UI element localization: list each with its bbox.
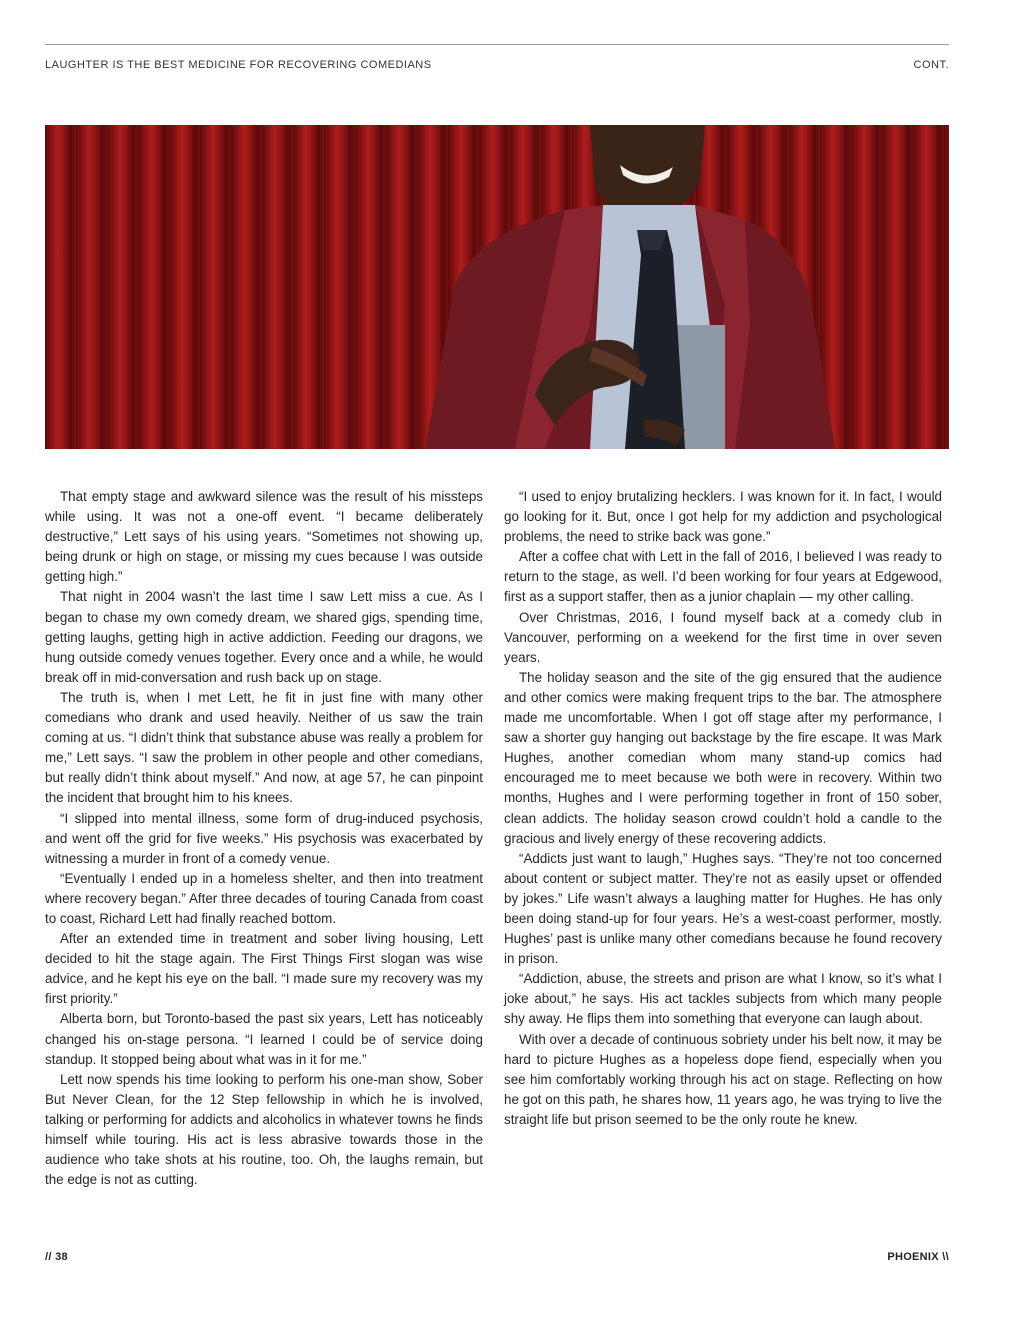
paragraph: “Eventually I ended up in a homeless shelter, and then into treatment where recovery began.” After three decades of touring Canada from coast to coast, Richard Lett had finally reached bottom.	[45, 870, 483, 926]
paragraph: That night in 2004 wasn’t the last time I saw Lett miss a cue. As I began to chase my own comedy dream, we shared gigs, spending time, getting laughs, getting high in active addiction. Feeding our dragons, we hung outside comedy venues together. Every once and a while, he would break off in mid-conversation and rush back up on stage.	[45, 589, 483, 685]
paragraph: “Addicts just want to laugh,” Hughes says. “They’re not too concerned about content or subject matter. They’re not as easily upset or offended by jokes.” Life wasn’t always a laughing matter for Hughes. He has only been doing stand-up for four years. He’s a west-coast performer, mostly. Hughes’ past is unlike many other comedians because he found recovery in prison.	[504, 850, 942, 967]
running-header-title: LAUGHTER IS THE BEST MEDICINE FOR RECOVERING COMEDIANS	[45, 59, 432, 71]
running-header-continued: CONT.	[913, 59, 949, 71]
publication-name: PHOENIX \\	[887, 1251, 949, 1263]
paragraph: The holiday season and the site of the gig ensured that the audience and other comics were making frequent trips to the bar. The atmosphere made me uncomfortable. When I got off stage after my performance, I saw a shorter guy hanging out backstage by the fire escape. It was Mark Hughes, another comedian whom many stand-up comics had encouraged me to meet because we both were in recovery. Within two months, Hughes and I were performing together in front of 150 sober, clean addicts. The holiday season crowd couldn’t hold a candle to the gracious and lively energy of these recovering addicts.	[504, 669, 942, 846]
paragraph: That empty stage and awkward silence was the result of his missteps while using. It was not a one-off event. “I became deliberately destructive,” Lett says of his using years. “Sometimes not showing up, being drunk or high on stage, or missing my cues because I was outside getting high.”	[45, 489, 483, 585]
paragraph: After a coffee chat with Lett in the fall of 2016, I believed I was ready to return to the stage, as well. I’d been working for four years at Edgewood, first as a support staffer, then as a junior chaplain — my other calling.	[504, 549, 942, 605]
comedian-photo-illustration	[45, 125, 949, 449]
paragraph: After an extended time in treatment and sober living housing, Lett decided to hit the stage again. The First Things First slogan was wise advice, and he kept his eye on the ball. “I made sure my recovery was my first priority.”	[45, 931, 483, 1007]
paragraph: “I slipped into mental illness, some form of drug-induced psychosis, and went off the grid for five weeks.” His psychosis was exacerbated by witnessing a murder in front of a comedy venue.	[45, 810, 483, 866]
article-column-right	[504, 487, 942, 1130]
paragraph: With over a decade of continuous sobriety under his belt now, it may be hard to picture Hughes as a hopeless dope fiend, especially when you see him comfortably working through his act on stage. Reflecting on how he got on this path, he shares how, 11 years ago, he was trying to live the straight life but prison seemed to be the only route he knew.	[504, 1031, 942, 1127]
paragraph: “Addiction, abuse, the streets and prison are what I know, so it’s what I joke about,” he says. His act tackles subjects from which many people shy away. He flips them into something that everyone can laugh about.	[504, 971, 942, 1027]
paragraph: Alberta born, but Toronto-based the past six years, Lett has noticeably changed his on-stage persona. “I learned I could be of service doing standup. It stopped being about what was in it for me.”	[45, 1011, 483, 1067]
article-column-left	[45, 487, 483, 1190]
paragraph: The truth is, when I met Lett, he fit in just fine with many other comedians who drank and used heavily. Neither of us saw the train coming at us. “I didn’t think that substance abuse was really a problem for me,” Lett says. “I saw the problem in other people and other comedians, but really didn’t think about myself.” And now, at age 57, he can pinpoint the incident that brought him to his knees.	[45, 689, 483, 806]
paragraph: Over Christmas, 2016, I found myself back at a comedy club in Vancouver, performing on a weekend for the first time in over seven years.	[504, 609, 942, 665]
paragraph: “I used to enjoy brutalizing hecklers. I was known for it. In fact, I would go looking for it. But, once I got help for my addiction and psychological problems, the need to strike back was gone.”	[504, 489, 942, 545]
paragraph: Lett now spends his time looking to perform his one-man show, Sober But Never Clean, for the 12 Step fellowship in which he is involved, talking or performing for addicts and alcoholics in whatever towns he finds himself while touring. His act is less abrasive towards those in the audience who take shots at his routine, too. Oh, the laughs remain, but the edge is not as cutting.	[45, 1071, 483, 1188]
page-number: // 38	[45, 1251, 68, 1263]
feature-photo	[45, 125, 949, 449]
header-rule	[45, 44, 949, 45]
